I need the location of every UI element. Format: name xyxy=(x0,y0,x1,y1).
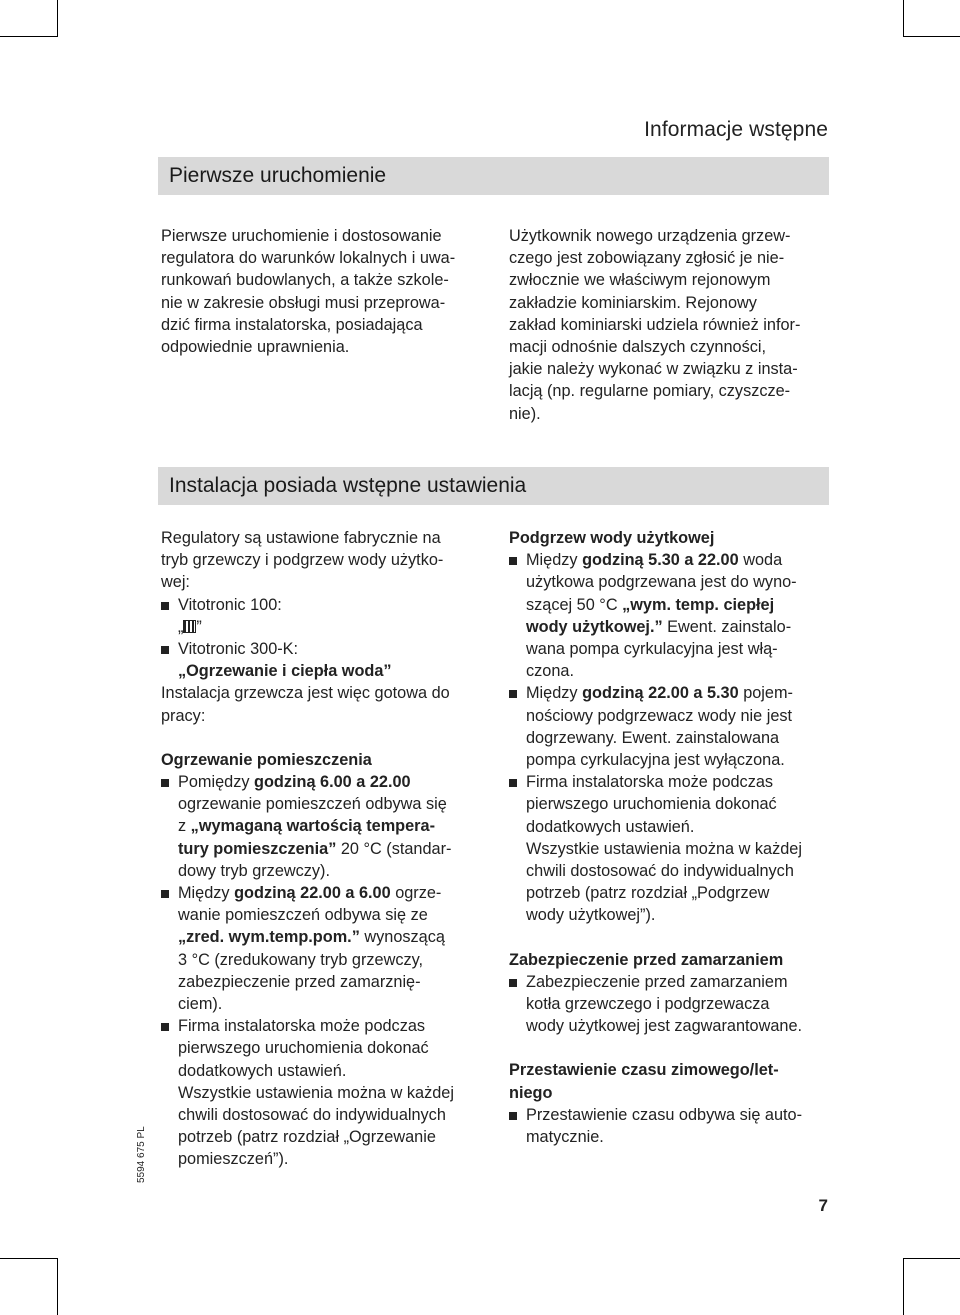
text-line: tryb grzewczy i podgrzew wody użytko- xyxy=(161,551,444,570)
text-line: czego jest zobowiązany zgłosić je nie- xyxy=(509,249,785,268)
text-line: zwłocznie we właściwym rejonowym xyxy=(509,271,771,290)
chapter-title: Informacje wstępne xyxy=(644,118,828,141)
text-line: użytkowa podgrzewana jest do wyno- xyxy=(526,573,797,592)
text-line: zakład kominiarski udziela również infor- xyxy=(509,315,801,334)
text-line: wanie pomieszczeń odbywa się ze xyxy=(178,906,428,925)
text-line: jakie należy wykonać w związku z insta- xyxy=(509,360,798,379)
text-line: Zabezpieczenie przed zamarzaniem xyxy=(526,972,788,991)
text-line: matycznie. xyxy=(526,1128,604,1147)
section2-right-column xyxy=(509,527,844,1148)
crop-mark xyxy=(903,1258,904,1315)
text-line: zabezpieczenie przed zamarznię- xyxy=(178,972,421,991)
text-line: Użytkownik nowego urządzenia grzew- xyxy=(509,227,791,245)
section2-left-column xyxy=(161,527,496,1171)
text-line: dowy tryb grzewczy). xyxy=(178,861,330,880)
text-line: pracy: xyxy=(161,706,206,725)
text-line: „Ogrzewanie i ciepła woda” xyxy=(178,662,392,681)
list-item xyxy=(509,1104,844,1148)
text-line: czona. xyxy=(526,662,574,681)
text-line: lacją (np. regularne pomiary, czyszcze- xyxy=(509,382,791,401)
text-line: potrzeb (patrz rozdział „Ogrzewanie xyxy=(178,1128,436,1147)
subheading: Podgrzew wody użytkowej xyxy=(509,529,715,547)
text-line: wej: xyxy=(161,573,190,592)
text-line: nie). xyxy=(509,404,541,423)
crop-mark xyxy=(903,0,904,36)
text-line: Firma instalatorska może podczas xyxy=(178,1017,426,1036)
text-line: Wszystkie ustawienia można w każdej xyxy=(178,1083,454,1102)
text-line: dodatkowych ustawień. xyxy=(526,817,695,836)
text-line: regulatora do warunków lokalnych i uwa- xyxy=(161,249,456,268)
text-line: Pomiędzy godziną 6.00 a 22.00 xyxy=(178,773,411,792)
dst-list xyxy=(509,1104,844,1148)
crop-mark xyxy=(0,36,58,37)
subheading: Ogrzewanie pomieszczenia xyxy=(161,750,372,769)
text-line: ogrzewanie pomieszczeń odbywa się xyxy=(178,795,447,814)
text-line: z „wymaganą wartością tempera- xyxy=(178,817,435,836)
text-line: dzić firma instalatorska, posiadająca xyxy=(161,315,423,334)
crop-mark xyxy=(903,1258,960,1259)
crop-mark xyxy=(57,0,58,36)
text-line: pierwszego uruchomienia dokonać xyxy=(178,1039,429,1058)
text-line: wana pompa cyrkulacyjna jest włą- xyxy=(526,640,778,659)
text-line: „ ” xyxy=(178,617,202,636)
section1-left-column xyxy=(161,225,491,358)
list-item xyxy=(161,638,496,682)
subheading: Zabezpieczenie przed zamarzaniem xyxy=(509,950,784,969)
text-line: Między godziną 5.30 a 22.00 woda xyxy=(526,551,783,570)
text-line: wody użytkowej.” Ewent. zainstalo- xyxy=(526,617,792,636)
section-title: Pierwsze uruchomienie xyxy=(169,164,387,187)
text-line: Między godziną 22.00 a 6.00 ogrze- xyxy=(178,884,442,903)
text-line: szącej 50 °C „wym. temp. ciepłej xyxy=(526,595,775,614)
text-line: tury pomieszczenia” 20 °C (standar- xyxy=(178,839,452,858)
text-line: ciem). xyxy=(178,995,223,1014)
list-item xyxy=(509,771,844,926)
heating-list xyxy=(161,771,496,1171)
text-line: wody użytkowej”). xyxy=(526,906,656,925)
list-item xyxy=(509,682,844,771)
section-title-bar xyxy=(158,467,829,505)
text-line: Przestawienie czasu odbywa się auto- xyxy=(526,1105,803,1124)
list-item xyxy=(161,1015,496,1170)
text-line: chwili dostosować do indywidualnych xyxy=(178,1106,446,1125)
controller-list xyxy=(161,594,496,683)
list-item xyxy=(509,549,844,682)
text-line: nie w zakresie obsługi musi przeprowa- xyxy=(161,293,446,312)
text-line: pierwszego uruchomienia dokonać xyxy=(526,795,777,814)
text-line: dodatkowych ustawień. xyxy=(178,1061,347,1080)
section-title-bar xyxy=(158,157,829,195)
document-code: 5594 675 PL xyxy=(136,1126,147,1183)
crop-mark xyxy=(903,36,960,37)
text-line: „zred. wym.temp.pom.” wynoszącą xyxy=(178,928,445,947)
heating-dhw-mode-icon xyxy=(183,620,196,633)
text-line: wody użytkowej jest zagwarantowane. xyxy=(526,1017,803,1036)
text-line: kotła grzewczego i podgrzewacza xyxy=(526,995,770,1014)
text-line: Firma instalatorska może podczas xyxy=(526,773,774,792)
text-line: chwili dostosować do indywidualnych xyxy=(526,862,794,881)
text-line: dogrzewany. Ewent. zainstalowana xyxy=(526,728,780,747)
list-item xyxy=(161,882,496,1015)
text-line: pomieszczeń”). xyxy=(178,1150,289,1169)
section1-right-column xyxy=(509,225,839,425)
text-line: Instalacja grzewcza jest więc gotowa do xyxy=(161,684,450,703)
text-line: 3 °C (zredukowany tryb grzewczy, xyxy=(178,950,424,969)
text-line: potrzeb (patrz rozdział „Podgrzew xyxy=(526,884,770,903)
text-line: Vitotronic 300-K: xyxy=(178,640,299,659)
section-title: Instalacja posiada wstępne ustawienia xyxy=(169,474,527,497)
text-line: Wszystkie ustawienia można w każdej xyxy=(526,839,802,858)
list-item xyxy=(509,971,844,1038)
text-line: Vitotronic 100: xyxy=(178,595,282,614)
text-line: Regulatory są ustawione fabrycznie na xyxy=(161,529,441,547)
dhw-list xyxy=(509,549,844,926)
text-line: zakładzie kominiarskim. Rejonowy xyxy=(509,293,757,312)
list-item xyxy=(161,771,496,882)
frost-list xyxy=(509,971,844,1038)
list-item xyxy=(161,594,496,638)
crop-mark xyxy=(57,1258,58,1315)
text-line: Między godziną 22.00 a 5.30 pojem- xyxy=(526,684,793,703)
text-line: Pierwsze uruchomienie i dostosowanie xyxy=(161,227,442,245)
page-number: 7 xyxy=(818,1196,828,1215)
text-line: pompa cyrkulacyjna jest wyłączona. xyxy=(526,751,785,770)
crop-mark xyxy=(0,1258,58,1259)
subheading: Przestawienie czasu zimowego/let- xyxy=(509,1061,779,1080)
text-line: runkowań budowlanych, a także szkole- xyxy=(161,271,449,290)
text-line: macji odnośnie dalszych czynności, xyxy=(509,338,767,357)
text-line: nościowy podgrzewacz wody nie jest xyxy=(526,706,793,725)
subheading: niego xyxy=(509,1083,553,1102)
text-line: odpowiednie uprawnienia. xyxy=(161,338,350,357)
